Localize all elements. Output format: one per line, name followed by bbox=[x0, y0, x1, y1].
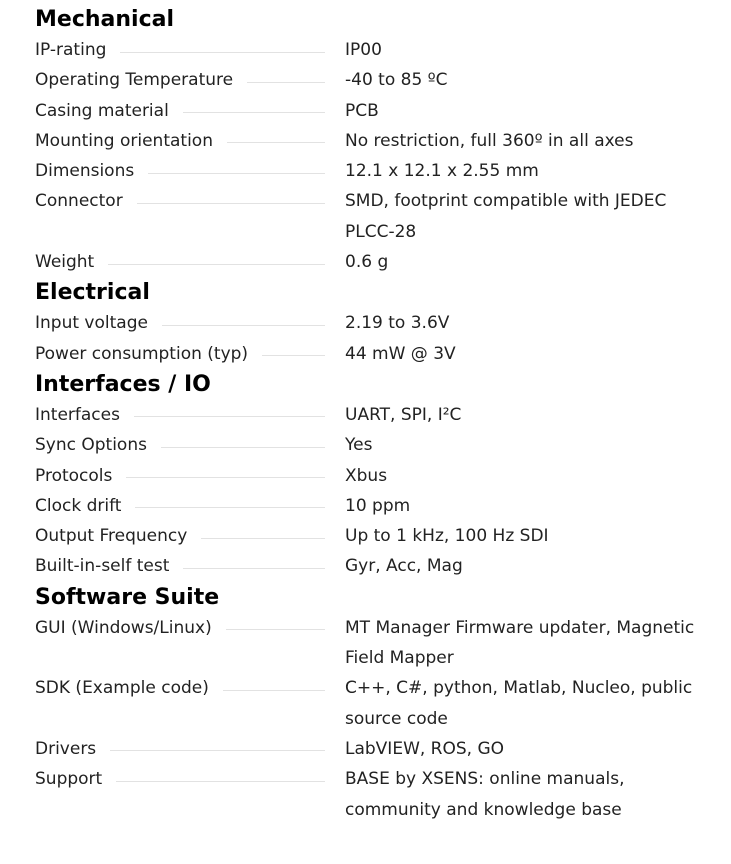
spec-label: Casing material bbox=[35, 100, 169, 121]
spec-label: Operating Temperature bbox=[35, 70, 234, 91]
spec-label: Connector bbox=[35, 191, 123, 212]
spec-value: IP00 bbox=[345, 40, 382, 60]
spec-row bbox=[35, 734, 731, 764]
leader-line bbox=[116, 781, 325, 782]
spec-row bbox=[35, 339, 731, 369]
spec-label: Input voltage bbox=[35, 313, 148, 334]
spec-value: MT Manager Firmware updater, Magnetic Field Mapper bbox=[345, 617, 695, 669]
spec-value: Up to 1 kHz, 100 Hz SDI bbox=[345, 526, 549, 547]
leader-line bbox=[108, 264, 325, 265]
spec-label: Drivers bbox=[35, 738, 97, 759]
spec-label: Power consumption (typ) bbox=[35, 343, 249, 364]
spec-row bbox=[35, 308, 731, 338]
section-title: Mechanical bbox=[35, 7, 174, 32]
spec-row bbox=[35, 491, 731, 521]
spec-value: UART, SPI, I²C bbox=[345, 404, 462, 425]
spec-label: Mounting orientation bbox=[35, 130, 213, 151]
spec-row bbox=[35, 521, 731, 551]
leader-line bbox=[134, 416, 325, 417]
leader-line bbox=[126, 477, 325, 478]
spec-label: IP-rating bbox=[35, 40, 107, 60]
leader-line bbox=[183, 568, 325, 569]
leader-line bbox=[223, 690, 325, 691]
spec-row bbox=[35, 186, 731, 247]
leader-line bbox=[262, 355, 325, 356]
section-electrical bbox=[35, 280, 731, 369]
section-interfaces bbox=[35, 372, 731, 582]
leader-line bbox=[226, 629, 325, 630]
spec-value: Gyr, Acc, Mag bbox=[345, 556, 463, 577]
spec-row bbox=[35, 461, 731, 491]
spec-label: Dimensions bbox=[35, 161, 135, 182]
spec-value: BASE by XSENS: online manuals, community and knowledge base bbox=[345, 769, 625, 820]
spec-row bbox=[35, 613, 731, 674]
spec-row bbox=[35, 65, 731, 95]
leader-line bbox=[135, 507, 325, 508]
spec-value: LabVIEW, ROS, GO bbox=[345, 738, 505, 759]
spec-label: GUI (Windows/Linux) bbox=[35, 617, 212, 638]
spec-label: SDK (Example code) bbox=[35, 678, 209, 699]
leader-line bbox=[148, 173, 325, 174]
spec-label: Sync Options bbox=[35, 435, 147, 456]
leader-line bbox=[120, 52, 325, 53]
leader-line bbox=[110, 750, 325, 751]
spec-row bbox=[35, 126, 731, 156]
spec-label: Weight bbox=[35, 252, 95, 273]
spec-value: 0.6 g bbox=[345, 252, 389, 273]
spec-label: Interfaces bbox=[35, 404, 120, 425]
spec-row bbox=[35, 430, 731, 460]
leader-line bbox=[137, 203, 325, 204]
section-title: Electrical bbox=[35, 280, 150, 306]
spec-value: 10 ppm bbox=[345, 495, 411, 516]
spec-value: 2.19 to 3.6V bbox=[345, 313, 450, 334]
section-title: Software Suite bbox=[35, 584, 220, 610]
leader-line bbox=[247, 82, 325, 83]
leader-line bbox=[201, 538, 325, 539]
spec-value: No restriction, full 360º in all axes bbox=[345, 130, 634, 151]
section-title: Interfaces / IO bbox=[35, 371, 211, 397]
spec-value: Xbus bbox=[345, 465, 388, 486]
spec-value: PCB bbox=[345, 100, 379, 121]
spec-value: 44 mW @ 3V bbox=[345, 343, 456, 364]
section-mechanical bbox=[35, 7, 731, 277]
spec-row bbox=[35, 673, 731, 734]
spec-value: Yes bbox=[345, 435, 373, 456]
spec-label: Protocols bbox=[35, 465, 113, 486]
spec-row bbox=[35, 156, 731, 186]
spec-label: Clock drift bbox=[35, 495, 122, 516]
spec-row bbox=[35, 551, 731, 581]
spec-row bbox=[35, 764, 731, 825]
spec-row bbox=[35, 96, 731, 126]
spec-label: Output Frequency bbox=[35, 526, 188, 547]
leader-line bbox=[161, 447, 325, 448]
spec-row bbox=[35, 35, 731, 65]
leader-line bbox=[183, 112, 325, 113]
leader-line bbox=[227, 142, 325, 143]
spec-value: SMD, footprint compatible with JEDEC PLCC-28 bbox=[345, 191, 667, 242]
spec-value: C++, C#, python, Matlab, Nucleo, public source code bbox=[345, 678, 693, 729]
section-software-suite bbox=[35, 585, 731, 825]
spec-row bbox=[35, 400, 731, 430]
spec-label: Support bbox=[35, 769, 103, 790]
leader-line bbox=[162, 325, 325, 326]
spec-value: -40 to 85 ºC bbox=[345, 70, 448, 91]
spec-row bbox=[35, 247, 731, 277]
spec-label: Built-in-self test bbox=[35, 556, 170, 577]
spec-value: 12.1 x 12.1 x 2.55 mm bbox=[345, 161, 539, 182]
